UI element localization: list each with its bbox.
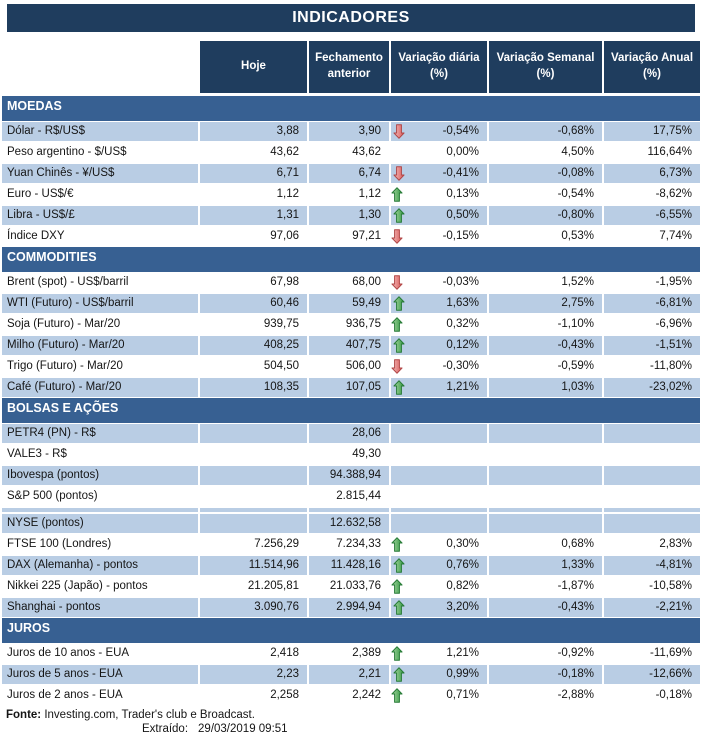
trend-down-arrow-icon <box>391 359 403 374</box>
variacao-diaria-value <box>409 423 487 444</box>
variacao-semanal-value: -0,54% <box>557 188 594 200</box>
section-header-bolsas-e-acoes: BOLSAS E AÇÕES <box>2 398 700 423</box>
table-row <box>2 534 700 555</box>
source-line <box>2 709 700 721</box>
variacao-semanal-value: -0,43% <box>487 335 602 356</box>
footer <box>2 706 700 735</box>
trend-up-arrow-icon <box>393 296 405 311</box>
variacao-anual-value: -1,51% <box>602 335 700 356</box>
trend-arrow-slot <box>391 664 409 685</box>
hoje-value: 1,12 <box>276 188 299 200</box>
trend-down-arrow-icon <box>393 124 405 139</box>
fechamento-anterior-value: 49,30 <box>352 448 381 460</box>
fechamento-anterior-value: 28,06 <box>307 423 389 444</box>
variacao-diaria-cell <box>389 314 487 335</box>
table-row <box>2 314 700 335</box>
trend-up-arrow-icon <box>391 646 403 661</box>
fechamento-anterior-value: 11.428,16 <box>307 555 389 576</box>
trend-arrow-slot <box>389 184 407 205</box>
trend-arrow-slot <box>391 423 409 444</box>
variacao-diaria-value: -0,03% <box>442 276 479 288</box>
fechamento-anterior-value: 94.388,94 <box>307 465 389 486</box>
hoje-value: 67,98 <box>270 276 299 288</box>
fechamento-anterior-value: 21.033,76 <box>329 580 381 592</box>
row-label: Juros de 5 anos - EUA <box>2 664 198 685</box>
variacao-diaria-cell <box>389 465 487 486</box>
hoje-value <box>198 486 307 507</box>
variacao-diaria-value: 1,21% <box>446 647 479 659</box>
variacao-semanal-value <box>487 465 602 486</box>
extraido-label: Extraído: <box>142 723 189 735</box>
row-label: Trigo (Futuro) - Mar/20 <box>7 360 123 372</box>
fechamento-anterior-value: 506,00 <box>345 360 381 372</box>
variacao-anual-value: -6,81% <box>602 293 700 314</box>
hoje-value: 2,418 <box>270 647 299 659</box>
hoje-value: 43,62 <box>270 146 299 158</box>
header-spacer <box>2 41 198 93</box>
hoje-value: 504,50 <box>263 360 299 372</box>
section-header-juros: JUROS <box>2 618 700 643</box>
variacao-diaria-cell <box>389 377 487 398</box>
table-row <box>2 465 700 486</box>
hoje-value <box>198 513 307 534</box>
hoje-value <box>198 423 307 444</box>
variacao-diaria-cell <box>389 513 487 534</box>
variacao-semanal-value: 1,33% <box>487 555 602 576</box>
trend-up-arrow-icon <box>393 558 405 573</box>
table-row <box>2 184 700 205</box>
trend-arrow-slot <box>391 555 409 576</box>
hoje-value: 1,31 <box>198 205 307 226</box>
table-row <box>2 513 700 534</box>
table-row <box>2 377 700 398</box>
table-row <box>2 685 700 706</box>
trend-arrow-slot <box>389 444 407 465</box>
row-label: Índice DXY <box>7 230 65 242</box>
hoje-value: 2,23 <box>198 664 307 685</box>
table-row <box>2 486 700 507</box>
variacao-anual-value <box>602 465 700 486</box>
trend-up-arrow-icon <box>391 537 403 552</box>
fechamento-anterior-value: 43,62 <box>352 146 381 158</box>
row-label: Juros de 2 anos - EUA <box>7 689 123 701</box>
variacao-diaria-value: 0,76% <box>446 559 479 571</box>
variacao-anual-value <box>602 444 700 465</box>
variacao-semanal-value: -0,18% <box>487 664 602 685</box>
indicators-table <box>2 96 700 706</box>
trend-arrow-slot <box>389 685 407 706</box>
variacao-diaria-cell <box>389 576 487 597</box>
row-label: Nikkei 225 (Japão) - pontos <box>7 580 148 592</box>
fechamento-anterior-value: 107,05 <box>307 377 389 398</box>
variacao-anual-value: -4,81% <box>602 555 700 576</box>
variacao-diaria-value <box>409 513 487 534</box>
trend-down-arrow-icon <box>391 229 403 244</box>
row-label: Milho (Futuro) - Mar/20 <box>2 335 198 356</box>
variacao-diaria-value: 0,99% <box>446 668 479 680</box>
table-row <box>2 226 700 247</box>
trend-arrow-slot <box>389 576 407 597</box>
trend-arrow-slot <box>389 314 407 335</box>
variacao-anual-value: -0,18% <box>655 689 692 701</box>
variacao-anual-value: -6,96% <box>655 318 692 330</box>
variacao-diaria-cell <box>389 121 487 142</box>
variacao-diaria-value: 3,20% <box>446 601 479 613</box>
variacao-semanal-value <box>487 423 602 444</box>
variacao-diaria-cell <box>389 293 487 314</box>
fechamento-anterior-value: 59,49 <box>307 293 389 314</box>
hoje-value <box>198 465 307 486</box>
section-header-moedas: MOEDAS <box>2 96 700 121</box>
column-header: Hoje <box>198 41 307 93</box>
variacao-diaria-cell <box>389 142 487 163</box>
row-label: FTSE 100 (Londres) <box>7 538 112 550</box>
variacao-diaria-cell <box>389 555 487 576</box>
variacao-semanal-value: -1,10% <box>557 318 594 330</box>
table-row <box>2 643 700 664</box>
trend-arrow-slot <box>391 335 409 356</box>
variacao-diaria-value: -0,30% <box>442 360 479 372</box>
table-row <box>2 163 700 184</box>
hoje-value: 6,71 <box>198 163 307 184</box>
variacao-semanal-value: -0,43% <box>487 597 602 618</box>
row-label: Shanghai - pontos <box>2 597 198 618</box>
variacao-diaria-value: -0,41% <box>442 167 479 179</box>
trend-arrow-slot <box>391 513 409 534</box>
hoje-value: 97,06 <box>270 230 299 242</box>
variacao-semanal-value: -2,88% <box>557 689 594 701</box>
variacao-diaria-value: 1,63% <box>446 297 479 309</box>
trend-down-arrow-icon <box>391 275 403 290</box>
variacao-diaria-value: 1,21% <box>446 381 479 393</box>
variacao-diaria-value: 0,82% <box>446 580 479 592</box>
trend-up-arrow-icon <box>393 667 405 682</box>
table-row <box>2 205 700 226</box>
variacao-diaria-cell <box>389 423 487 444</box>
variacao-semanal-value: -0,68% <box>487 121 602 142</box>
variacao-diaria-value <box>409 465 487 486</box>
variacao-diaria-cell <box>389 486 487 507</box>
variacao-anual-value <box>602 513 700 534</box>
variacao-diaria-cell <box>389 205 487 226</box>
variacao-anual-value: -8,62% <box>655 188 692 200</box>
variacao-anual-value: -11,69% <box>650 647 692 659</box>
trend-arrow-slot <box>391 465 409 486</box>
extracted-line <box>2 721 700 735</box>
variacao-semanal-value <box>487 513 602 534</box>
trend-arrow-slot <box>389 142 407 163</box>
row-label: DAX (Alemanha) - pontos <box>2 555 198 576</box>
row-label: Dólar - R$/US$ <box>2 121 198 142</box>
fechamento-anterior-value: 407,75 <box>307 335 389 356</box>
row-label: PETR4 (PN) - R$ <box>2 423 198 444</box>
variacao-diaria-cell <box>389 226 487 247</box>
table-header-row <box>2 41 700 93</box>
table-row <box>2 555 700 576</box>
section-header-commodities: COMMODITIES <box>2 247 700 272</box>
variacao-semanal-value: -0,08% <box>487 163 602 184</box>
table-row <box>2 142 700 163</box>
trend-arrow-slot <box>389 356 407 377</box>
table-row <box>2 293 700 314</box>
hoje-value: 939,75 <box>263 318 299 330</box>
trend-arrow-slot <box>391 121 409 142</box>
variacao-diaria-cell <box>389 597 487 618</box>
variacao-anual-value: 6,73% <box>602 163 700 184</box>
variacao-diaria-value: 0,13% <box>446 188 479 200</box>
row-label: Soja (Futuro) - Mar/20 <box>7 318 121 330</box>
trend-arrow-slot <box>391 597 409 618</box>
column-header: Variação Anual (%) <box>602 41 700 93</box>
variacao-anual-value: -1,95% <box>655 276 692 288</box>
trend-up-arrow-icon <box>391 579 403 594</box>
trend-up-arrow-icon <box>391 688 403 703</box>
trend-arrow-slot <box>391 205 409 226</box>
table-row <box>2 335 700 356</box>
row-label: S&P 500 (pontos) <box>7 490 98 502</box>
variacao-semanal-value: 0,53% <box>561 230 594 242</box>
variacao-diaria-cell <box>389 664 487 685</box>
trend-arrow-slot <box>389 272 407 293</box>
page-title: INDICADORES <box>7 4 695 32</box>
row-label: Peso argentino - $/US$ <box>7 146 127 158</box>
fechamento-anterior-value: 1,30 <box>307 205 389 226</box>
variacao-semanal-value: 2,75% <box>487 293 602 314</box>
row-label: NYSE (pontos) <box>2 513 198 534</box>
hoje-value: 60,46 <box>198 293 307 314</box>
trend-up-arrow-icon <box>393 338 405 353</box>
fechamento-anterior-value: 1,12 <box>358 188 381 200</box>
variacao-anual-value <box>602 486 700 507</box>
variacao-diaria-cell <box>389 685 487 706</box>
hoje-value: 408,25 <box>198 335 307 356</box>
variacao-anual-value <box>602 423 700 444</box>
hoje-value <box>198 444 307 465</box>
trend-arrow-slot <box>389 534 407 555</box>
variacao-diaria-value: 0,00% <box>446 146 479 158</box>
variacao-anual-value: -10,58% <box>649 580 692 592</box>
table-row <box>2 444 700 465</box>
row-label: Ibovespa (pontos) <box>2 465 198 486</box>
table-row <box>2 576 700 597</box>
trend-arrow-slot <box>391 293 409 314</box>
variacao-diaria-value: 0,12% <box>446 339 479 351</box>
fechamento-anterior-value: 2.815,44 <box>336 490 381 502</box>
row-label: Brent (spot) - US$/barril <box>7 276 129 288</box>
fechamento-anterior-value: 2,389 <box>352 647 381 659</box>
variacao-anual-value: -6,55% <box>602 205 700 226</box>
variacao-semanal-value <box>487 486 602 507</box>
extraido-value: 29/03/2019 09:51 <box>198 723 288 735</box>
variacao-diaria-value <box>407 444 487 465</box>
trend-up-arrow-icon <box>391 317 403 332</box>
hoje-value: 2,258 <box>270 689 299 701</box>
variacao-diaria-value: 0,50% <box>446 209 479 221</box>
trend-arrow-slot <box>389 486 407 507</box>
variacao-semanal-value: 1,52% <box>561 276 594 288</box>
row-label: Juros de 10 anos - EUA <box>7 647 130 659</box>
variacao-diaria-cell <box>389 335 487 356</box>
table-row <box>2 664 700 685</box>
trend-up-arrow-icon <box>391 187 403 202</box>
fechamento-anterior-value: 936,75 <box>345 318 381 330</box>
variacao-semanal-value: 4,50% <box>561 146 594 158</box>
hoje-value: 3,88 <box>198 121 307 142</box>
trend-arrow-slot <box>391 163 409 184</box>
fechamento-anterior-value: 68,00 <box>352 276 381 288</box>
variacao-diaria-cell <box>389 184 487 205</box>
table-row <box>2 272 700 293</box>
trend-up-arrow-icon <box>393 380 405 395</box>
trend-arrow-slot <box>391 377 409 398</box>
trend-up-arrow-icon <box>393 600 405 615</box>
table-row <box>2 121 700 142</box>
variacao-diaria-value: 0,30% <box>446 538 479 550</box>
variacao-diaria-value <box>407 486 487 507</box>
trend-arrow-slot <box>389 643 407 664</box>
variacao-diaria-value: -0,15% <box>442 230 479 242</box>
variacao-diaria-cell <box>389 163 487 184</box>
hoje-value: 7.256,29 <box>254 538 299 550</box>
hoje-value: 3.090,76 <box>198 597 307 618</box>
variacao-semanal-value: -1,87% <box>557 580 594 592</box>
variacao-anual-value: 17,75% <box>602 121 700 142</box>
variacao-semanal-value: -0,59% <box>557 360 594 372</box>
variacao-anual-value: -2,21% <box>602 597 700 618</box>
table-row <box>2 423 700 444</box>
fechamento-anterior-value: 12.632,58 <box>307 513 389 534</box>
row-label: VALE3 - R$ <box>7 448 67 460</box>
fechamento-anterior-value: 2,21 <box>307 664 389 685</box>
variacao-diaria-value: 0,71% <box>446 689 479 701</box>
hoje-value: 21.205,81 <box>247 580 299 592</box>
fechamento-anterior-value: 97,21 <box>352 230 381 242</box>
fechamento-anterior-value: 2,242 <box>352 689 381 701</box>
column-header: Fechamento anterior <box>307 41 389 93</box>
variacao-anual-value: 2,83% <box>659 538 692 550</box>
column-header: Variação Semanal (%) <box>487 41 602 93</box>
table-row <box>2 597 700 618</box>
fonte-text: Investing.com, Trader's club e Broadcast. <box>41 709 255 721</box>
row-label: Libra - US$/£ <box>2 205 198 226</box>
variacao-diaria-cell <box>389 534 487 555</box>
trend-down-arrow-icon <box>393 166 405 181</box>
variacao-diaria-cell <box>389 272 487 293</box>
variacao-anual-value: -23,02% <box>602 377 700 398</box>
variacao-semanal-value: -0,92% <box>557 647 594 659</box>
variacao-semanal-value: 1,03% <box>487 377 602 398</box>
variacao-diaria-cell <box>389 643 487 664</box>
trend-up-arrow-icon <box>393 208 405 223</box>
row-label: WTI (Futuro) - US$/barril <box>2 293 198 314</box>
variacao-diaria-cell <box>389 356 487 377</box>
variacao-anual-value: -11,80% <box>650 360 692 372</box>
variacao-anual-value: -12,66% <box>602 664 700 685</box>
variacao-anual-value: 7,74% <box>659 230 692 242</box>
column-header: Variação diária (%) <box>389 41 487 93</box>
variacao-semanal-value <box>487 444 602 465</box>
variacao-diaria-cell <box>389 444 487 465</box>
row-label: Yuan Chinês - ¥/US$ <box>2 163 198 184</box>
row-label: Café (Futuro) - Mar/20 <box>2 377 198 398</box>
variacao-semanal-value: -0,80% <box>487 205 602 226</box>
variacao-diaria-value: 0,32% <box>446 318 479 330</box>
variacao-anual-value: 116,64% <box>647 146 692 158</box>
fechamento-anterior-value: 3,90 <box>307 121 389 142</box>
trend-arrow-slot <box>389 226 407 247</box>
table-row <box>2 356 700 377</box>
fonte-label: Fonte: <box>6 709 42 721</box>
hoje-value: 11.514,96 <box>198 555 307 576</box>
variacao-diaria-value: -0,54% <box>442 125 479 137</box>
fechamento-anterior-value: 7.234,33 <box>336 538 381 550</box>
variacao-semanal-value: 0,68% <box>561 538 594 550</box>
fechamento-anterior-value: 6,74 <box>307 163 389 184</box>
row-label: Euro - US$/€ <box>7 188 74 200</box>
hoje-value: 108,35 <box>198 377 307 398</box>
fechamento-anterior-value: 2.994,94 <box>307 597 389 618</box>
